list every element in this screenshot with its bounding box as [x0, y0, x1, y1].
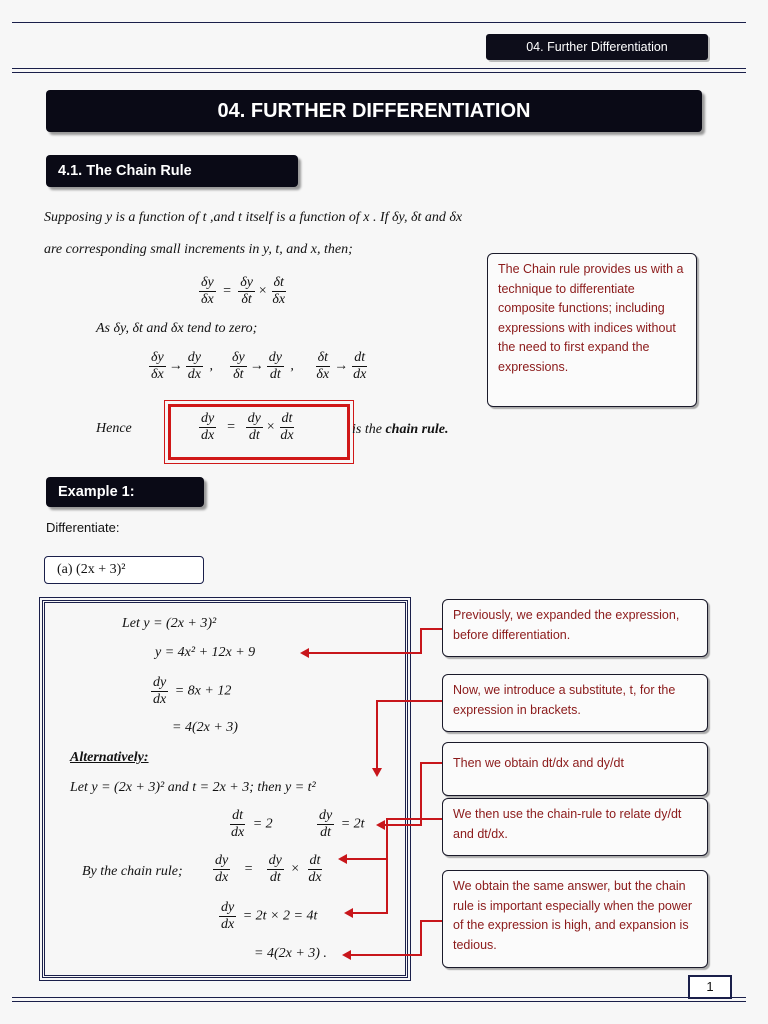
intro-line-1: Supposing y is a function of t ,and t itself is a function of x . If δy, δt and δx	[44, 210, 463, 225]
connector-5-h	[420, 920, 442, 922]
example-title: Example 1:	[46, 477, 204, 507]
hence-label: Hence	[96, 421, 132, 436]
chain-rule-caption	[352, 422, 448, 438]
header-tag: 04. Further Differentiation	[486, 34, 708, 60]
work-line-4: = 4(2x + 3)	[172, 720, 238, 735]
note-chain-rule: The Chain rule provides us with a technique to differentiate composite functions; including expressions with indices without the need to first expand the expressions.	[487, 253, 697, 407]
result-line-2: = 4(2x + 3) .	[254, 946, 327, 961]
work-line-2: y = 4x² + 12x + 9	[155, 645, 256, 660]
footer-rule-2	[12, 1001, 746, 1002]
connector-1-h2	[308, 652, 422, 654]
note-same-answer: We obtain the same answer, but the chain rule is important especially when the power of the expression is high, and expansion is tedious.	[442, 870, 708, 968]
header-rule-top	[12, 22, 746, 23]
alternatively-heading: Alternatively:	[70, 750, 149, 765]
chapter-title: 04. FURTHER DIFFERENTIATION	[46, 90, 702, 132]
header-rule-mid2	[12, 72, 746, 73]
arrowhead-4a	[338, 854, 347, 864]
note-relate: We then use the chain-rule to relate dy/dt and dt/dx.	[442, 798, 708, 856]
connector-5-v	[420, 920, 422, 955]
dt-dx-value: = 2	[252, 816, 273, 832]
header-rule-mid	[12, 68, 746, 69]
differentiate-label: Differentiate:	[46, 520, 120, 535]
intro-line-2: are corresponding small increments in y, t, and x, then;	[44, 242, 353, 257]
tend-line: As δy, δt and δx tend to zero;	[96, 321, 258, 336]
note-substitute: Now, we introduce a substitute, t, for the expression in brackets.	[442, 674, 708, 732]
arrowhead-4b	[344, 908, 353, 918]
connector-3-h2	[384, 824, 422, 826]
chain-application: $\frac{dy}{dx}$ = $\frac{dy}{dt}$ × $\frac{dt}{dx}$	[215, 853, 322, 885]
connector-1-h	[420, 628, 442, 630]
page-number: 1	[688, 975, 732, 999]
dy-dt-equation: $\frac{dy}{dt}$ = 2t	[319, 808, 365, 840]
work-line-1: Let y = (2x + 3)²	[122, 616, 217, 631]
chain-rule-prefix: is the	[352, 422, 386, 437]
result-line-1: $\frac{dy}{dx}$ = 2t × 2 = 4t	[221, 900, 318, 932]
connector-2-h	[376, 700, 442, 702]
note-previously: Previously, we expanded the expression, before differentiation.	[442, 599, 708, 657]
footer-rule-1	[12, 997, 746, 998]
chain-rule-bold: chain rule.	[385, 422, 449, 437]
connector-4-v	[386, 818, 388, 912]
connector-3-v	[420, 762, 422, 824]
by-chain-label: By the chain rule;	[82, 864, 183, 879]
equation-limits: $\frac{\delta y}{\delta x}$ → $\frac{dy}{dx}$ , $\frac{\delta y}{\delta t}$ → $\frac{dy}{dt}$ , $\frac{\delta t}{\delta x}$ → $\frac{dt}{dx}$	[151, 350, 367, 382]
arrowhead-3	[376, 820, 385, 830]
connector-4-h3	[352, 912, 388, 914]
connector-3-h	[420, 762, 442, 764]
connector-2-v	[376, 700, 378, 770]
connector-4-h	[386, 818, 442, 820]
section-title: 4.1. The Chain Rule	[46, 155, 298, 187]
work-line-3: $\frac{dy}{dx}$ = 8x + 12	[153, 675, 232, 707]
result-1-value: = 2t × 2 = 4t	[242, 908, 318, 924]
arrowhead-5	[342, 950, 351, 960]
arrowhead-1	[300, 648, 309, 658]
work-line-3-rhs: = 8x + 12	[174, 683, 232, 699]
note-obtain: Then we obtain dt/dx and dy/dt	[442, 742, 708, 796]
part-a-box: (a) (2x + 3)²	[44, 556, 204, 584]
chain-rule-formula: $\frac{dy}{dx}$ = $\frac{dy}{dt}$ × $\frac{dt}{dx}$	[201, 411, 294, 443]
equation-increments: $\frac{\delta y}{\delta x}$ = $\frac{\delta y}{\delta t}$ × $\frac{\delta t}{\delta x}$	[201, 275, 286, 307]
dy-dt-value: = 2t	[340, 816, 365, 832]
connector-5-h2	[350, 954, 422, 956]
dt-dx-equation: $\frac{dt}{dx}$ = 2	[231, 808, 273, 840]
arrowhead-2	[372, 768, 382, 777]
connector-4-h2	[346, 858, 386, 860]
connector-1-v	[420, 628, 422, 653]
alt-line: Let y = (2x + 3)² and t = 2x + 3; then y = t²	[70, 780, 316, 795]
